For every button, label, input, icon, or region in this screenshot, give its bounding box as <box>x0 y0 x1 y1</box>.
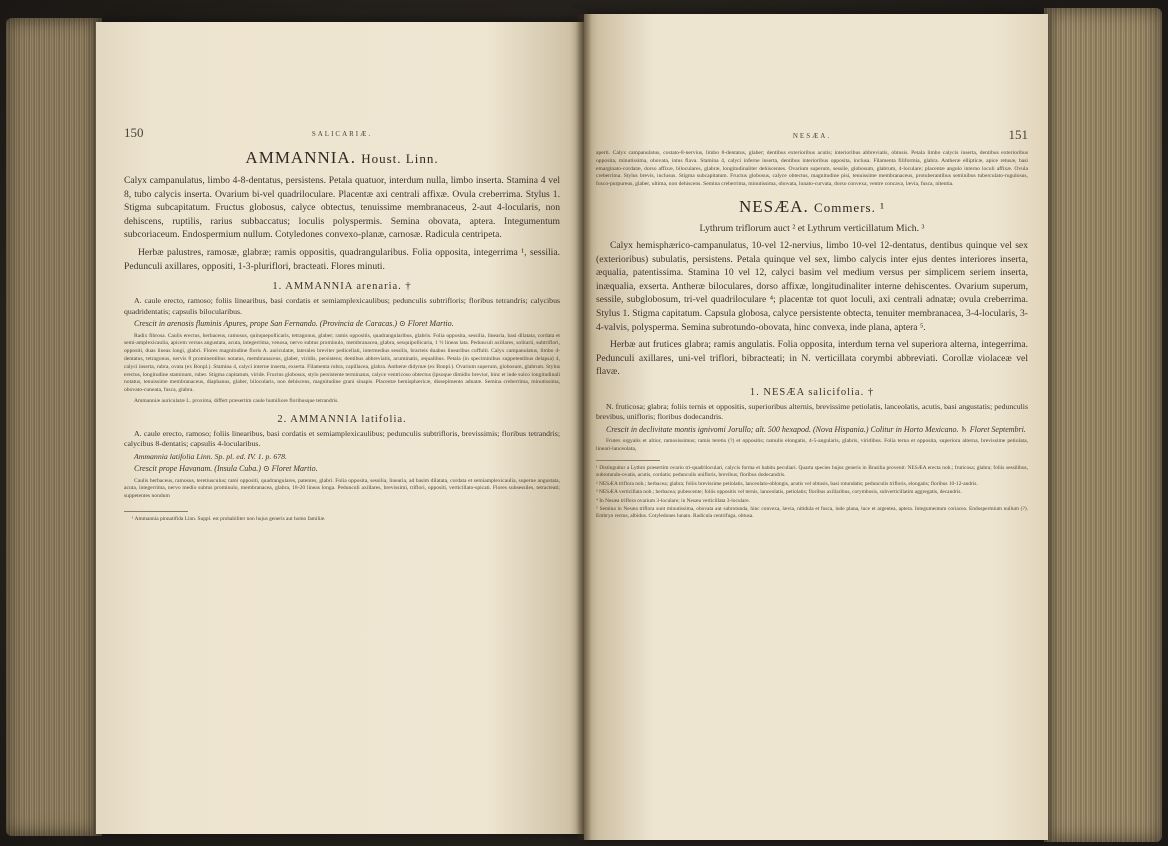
species-synonym: Ammannia latifolia Linn. Sp. pl. ed. IV. 1. p. 678. <box>134 451 287 461</box>
left-page-header <box>124 125 560 142</box>
species-remark: Ammanniæ auriculatæ L. proxima, differt præsertim caule humiliore floribusque tetrandris. <box>134 397 339 404</box>
running-title: SALICARIÆ. <box>311 130 373 138</box>
species-locality: Crescit in arenosis fluminis Apures, prope San Fernando. (Provincia de Caracas.) ⊙ Floret Martio. <box>134 318 454 328</box>
species-heading: 1. NESÆA salicifolia. † <box>749 386 875 398</box>
footnote: ² NESÆA triflora nob.; herbacea; glabra; foliis brevissime petiolatis, lanceolato-oblongis, acutis vel obtusis, basi rotundatis; pedunculis trifloris, elongatis; floribus 10-12-andris. <box>596 480 978 487</box>
right-page-edges <box>1044 8 1162 842</box>
genus-heading <box>596 197 1028 217</box>
footnote: ¹ Distinguitur a Lythro præsertim ovario tri-quadriloculari, calycis forma et habitu peculiari. Quarta species hujus generis in Brasilia provenit: NESÆA erecta nob.; fruticosa; glabra; foliis sessilibus, subrotundo-ovatis, acutis, cordatis; pedunculis unifloris, brevibus; floribus dodecandris. <box>596 464 1028 479</box>
genus-heading <box>124 148 560 168</box>
genus-title: AMMANNIA. <box>245 148 356 167</box>
species-heading: 2. AMMANNIA latifolia. <box>277 413 407 425</box>
genus-description: Calyx hemisphærico-campanulatus, 10-vel 12-nervius, limbo 10-vel 12-dentatus, dentibus quinque vel sex (exterioribus) subulatis, persistens. Petala quinque vel sex, limbo calycis inter ejus dentes interiores inserta, æqualia, patentissima. Stamina 10 vel 12, calyci basim vel medium versus per simplicem seriem inserta, inæqualia, exserta. Antheræ biloculares, dorso affixæ, longitudinaliter interne dehiscentes. Ovarium superum, sessile, subglobosum, tri-vel quadriloculare ⁴; placentæ tot quot loculi, axi centrali adnatæ; ovula creberrima. Stylus 1. Stigma capitatum. Capsula globosa, calyce persistente obtecta, tenuiter membranacea, 3-4-locularis, 3-4-valvis, polysperma. Semina subrotundo-obovata, hinc convexa, inde plana, aptera ⁵. <box>596 239 1028 333</box>
species-description: Radix fibrosa. Caulis erectus, herbaceus, ramosus, quinquepollicaris, tetragonus, glaber; ramis oppositis, quadrangularibus, glabris. Folia opposita, sessilia, linearia, basi dilatata, cordata et semi-amplexicaulia, apicem versus angustata, acuta, integerrima, venosa, nervo subtus prominulo, membranacea, glabra, sesquipollicaria, 1 ½ lineas lata. Pedunculi axillares, solitarii, subtriflori, oppositi, duas lineas longi, glabri. Flores magnitudine floris A. auriculatæ, laterales breviter pedicellati, intermedius sessilis, bracteis duabus linearibus cuffulti. Calyx campanulatus, limbo 4-dentatus, tetragonus, nervis 8 prominentibus notatus, membranaceus, glaber, viridis, persistens; dentibus abbreviatis, acuminatis, æqualibus. Petala (in speciminibus suppetentibus delapsa) 4, calyci inserta, rubra, ovata (ex Bonpl.). Stamina 4, calyci interne inserta, exserta. Filamenta rubra, capillacea, glabra. Antheræ didymæ (ex Bonpl.). Ovarium superum, globosum, glabrum. Stylus erectus, longitudine staminum, ruber. Stigma capitatum, viride. Fructus globosus, stylo persistente terminatus, calyce ventricoso obtectus (ipsoque dimidio brevior, hinc et inde sulco longitudinali notatus, tenuissime membranaceus, diaphanus, glaber, bilocularis, non dehiscens, magnitudine grani sinapis. Placentæ hemisphæricæ, dissepimento adnatæ. Semina creberrima, minutissima, obovato-cuneata, fusca, glabra. <box>124 332 560 394</box>
genus-title: NESÆA. <box>739 196 809 216</box>
running-title: NESÆA. <box>792 132 832 140</box>
page-number: 150 <box>124 125 144 140</box>
genus-authority: Commers. ¹ <box>814 199 885 215</box>
right-page-header <box>596 127 1028 144</box>
species-heading: 1. AMMANNIA arenaria. † <box>272 281 412 293</box>
left-page-edges <box>6 18 102 836</box>
left-page-text <box>124 125 560 524</box>
species-description: Frutex orgyalis et altior, ramosissimus; ramis teretis (?) et oppositis; ramulis elongatis, 4-5-angularis, glabris, viridibus. Folia terna et opposita, superiora alterna, brevissime petiolata, lineari-lanceolata, <box>596 438 1028 453</box>
footnote: ¹ Ammannia pinnatifida Linn. Suppl. est probabiliter non hujus generis aut homo familiæ. <box>132 515 326 522</box>
genus-habit: Herbæ aut frutices glabra; ramis angulatis. Folia opposita, interdum terna vel superiora alterna, integerrima. Pedunculi axillares, uni-vel triflori, bibracteati; in N. verticillata corymbi abbreviati. Corollæ violaceæ vel flavæ. <box>596 339 1028 378</box>
footnote-rule <box>124 511 188 512</box>
genus-description: Calyx campanulatus, limbo 4-8-dentatus, persistens. Petala quatuor, interdum nulla, limbo inserta. Stamina 4 vel 8, tubo calycis inserta. Ovarium bi-vel quadriloculare. Placentæ axi centrali affixæ. Ovula creberrima. Stylus 1. Stigma subcapitatum. Fructus globosus, calyce obtectus, tenuissime membranaceus, 2-aut 4-locularis, non dehiscens, ruptilis, rarius subbaccatus; loculis polyspermis. Semina obovata, aptera. Integumentum subcoriaceum. Endospermium nullum. Cotyledones convexo-planæ, carnosæ. Radicula centripeta. <box>124 175 560 241</box>
page-number: 151 <box>1008 127 1028 142</box>
species-locality: Crescit in declivitate montis ignivomi Jorullo; alt. 500 hexapod. (Nova Hispania.) Colitur in Horto Mexicano. ♄ Floret Septembri. <box>606 424 1026 434</box>
species-diagnosis: A. caule erecto, ramoso; foliis linearibus, basi cordatis et semiamplexicaulibus; pedunculis subtrifloris, brevissimis; floribus tetrandris; calycibus 8-dentatis; capsulis 4-locularibus. <box>124 428 560 449</box>
species-diagnosis: A. caule erecto, ramoso; foliis linearibus, basi cordatis et semiamplexicaulibus; pedunculis subtrifloris; floribus tetrandris; calycibus quadridentatis; capsulis bilocularibus. <box>124 296 560 316</box>
species-diagnosis: N. fruticosa; glabra; foliis ternis et oppositis, superioribus alternis, brevissime petiolatis, lanceolatis, acutis, basi angustatis; pedunculis brevibus, unifloris; floribus dodecandris. <box>596 401 1028 422</box>
continuation-text: aperti. Calyx campanulatus, costato-8-nervius, limbo 8-dentatus, glaber; dentibus exterioribus acutis; interioribus abbreviatis, obtusis. Petala limbo calycis inserta, dentibus exterioribus opposita, minutissima, obovata, intus flava. Stamina 4, calyci inferne inserta, dentibus interioribus opposita, inclusa. Filamenta filiformia, glabra. Antheræ ellipticæ, apice retusæ, basi emarginato-cordatæ, dorso affixæ, biloculares, glabræ, longitudinaliter dehiscentes. Ovarium superum, sessile, globosum, glabrum, 4-loculare; placentæ angulo interno loculi affixæ. Ovula creberrima. Stylus brevis, inclusus. Stigma subcapitatum. Fructus globosus, calyce obtectus, magnitudine pisi, tenuissime membranaceus, protuberantibus seminibus tuberculato-rugulosus, fusco-purpureus, glaber, ultima, non dehiscens. Semina creberrima, minutissima, obovata, lunato-curvata, dorso convexa, ventre concava, lævia, fusca, nitentia. <box>596 150 1028 188</box>
footnote: ³ NESÆA verticillata nob.; herbacea; pubescente; foliis oppositis vel ternis, lanceolatis, petiolatis; floribus axillaribus, corymbosis, subverticillatim aggregatis, decandris. <box>596 489 962 496</box>
footnote: ⁴ In Nesæa triflora ovarium 3-loculare; in Nesæa verticillata 3-loculare. <box>596 497 750 504</box>
species-locality: Crescit prope Havanam. (Insula Cuba.) ⊙ Floret Martio. <box>134 463 318 473</box>
genus-synonym: Lythrum triflorum auct ² et Lythrum verticillatum Mich. ³ <box>699 222 925 234</box>
book-gutter <box>576 14 592 840</box>
genus-authority: Houst. Linn. <box>361 151 439 166</box>
genus-habit: Herbæ palustres, ramosæ, glabræ; ramis oppositis, quadrangularibus. Folia opposita, integerrima ¹, sessilia. Pedunculi axillares, oppositi, 1-3-pluriflori, bracteati. Flores minuti. <box>124 246 560 272</box>
footnote-rule <box>596 460 660 461</box>
footnote: ⁵ Semina in Nesæa triflora sunt minutissima, obovata aut subrotunda, hinc convexa, lævia, nitidula et fusca, inde plana, luce et argentea, aptera. Integumentum coriacea. Endospermium nullum (?). Embryo rectus, albidus. Cotyledones lunato. Radicula centrifuga, obtusa. <box>596 505 1028 520</box>
right-page-text <box>596 127 1028 522</box>
species-description: Caulis herbaceus, ramosus, teretiusculus; rami oppositi, quadrangulares, patentes, glabri. Folia opposita, sessilia, linearia, ad basim dilatata, cordata et semiamplexicaulia, superne angustata, acuta, integerrima, nervo medio subtus prominulo, membranacea, glabra, 18-20 lineas longa. Pedunculi axillares, brevissimi, triflori, oppositi, verticillato-spicati. Flores subsessiles, tetracteati; suppetentes nondum <box>124 477 560 500</box>
